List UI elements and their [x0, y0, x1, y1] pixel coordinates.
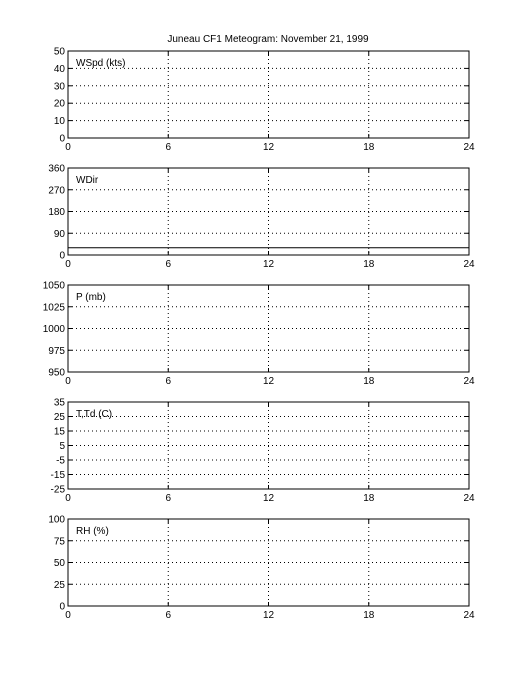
panel-1 — [54, 47, 475, 154]
panel-3 — [43, 281, 475, 388]
x-tick-label: 18 — [363, 376, 375, 387]
y-tick-label: 25 — [53, 412, 65, 423]
y-tick-label: 20 — [53, 98, 65, 110]
x-tick-label: 6 — [165, 142, 172, 153]
y-tick-label: 360 — [48, 163, 65, 175]
panel-2 — [48, 164, 475, 271]
panel-5 — [48, 515, 475, 622]
y-tick-label: 15 — [53, 426, 65, 438]
y-tick-label: 100 — [48, 514, 65, 526]
x-tick-label: 0 — [65, 259, 71, 270]
x-tick-label: 18 — [363, 493, 375, 504]
x-tick-label: 0 — [65, 610, 71, 621]
panel-label: T,Td (C) — [76, 409, 113, 420]
y-tick-label: -5 — [56, 455, 65, 467]
x-tick-label: 0 — [65, 376, 71, 387]
y-tick-label: 30 — [53, 81, 65, 93]
x-tick-label: 12 — [262, 610, 275, 621]
panel-label: WSpd (kts) — [76, 58, 126, 69]
x-tick-label: 6 — [165, 259, 172, 270]
y-tick-label: 40 — [53, 63, 65, 75]
x-tick-label: 6 — [165, 376, 172, 387]
x-tick-label: 24 — [463, 259, 475, 270]
x-tick-label: 24 — [463, 376, 475, 387]
x-tick-label: 0 — [65, 142, 71, 153]
y-tick-label: 5 — [59, 441, 65, 452]
y-tick-label: 35 — [53, 397, 65, 409]
x-tick-label: 6 — [165, 610, 172, 621]
y-tick-label: 950 — [48, 367, 65, 379]
y-tick-label: 50 — [53, 558, 65, 569]
x-tick-label: 24 — [463, 142, 475, 153]
x-tick-label: 18 — [363, 142, 375, 153]
x-tick-label: 18 — [363, 259, 375, 270]
y-tick-label: 975 — [48, 345, 65, 357]
x-tick-label: 18 — [363, 610, 375, 621]
y-tick-label: 1000 — [42, 324, 65, 335]
y-tick-label: 1050 — [42, 280, 65, 292]
y-tick-label: 0 — [59, 601, 65, 613]
y-tick-label: 1025 — [42, 302, 65, 314]
x-tick-label: 24 — [463, 493, 475, 504]
y-tick-label: 180 — [48, 207, 65, 218]
panel-label: P (mb) — [76, 292, 106, 303]
panel-label: RH (%) — [76, 526, 109, 537]
panel-label: WDir — [76, 175, 99, 186]
x-tick-label: 6 — [165, 493, 172, 504]
y-tick-label: 25 — [53, 579, 65, 591]
y-tick-label: 270 — [48, 185, 65, 197]
y-tick-label: -15 — [50, 470, 65, 481]
x-tick-label: 12 — [262, 493, 275, 504]
y-tick-label: 0 — [59, 133, 65, 145]
y-tick-label: 75 — [53, 536, 65, 548]
y-tick-label: 90 — [53, 228, 65, 240]
axes-frame — [68, 51, 469, 138]
y-tick-label: 10 — [53, 116, 65, 128]
x-tick-label: 0 — [65, 493, 71, 504]
y-tick-label: 50 — [53, 46, 65, 58]
x-tick-label: 12 — [262, 259, 275, 270]
x-tick-label: 12 — [262, 376, 275, 387]
panel-4 — [51, 398, 475, 505]
chart-title: Juneau CF1 Meteogram: November 21, 1999 — [167, 34, 369, 45]
y-tick-label: -25 — [50, 484, 65, 496]
y-tick-label: 0 — [59, 250, 65, 262]
x-tick-label: 24 — [463, 610, 475, 621]
x-tick-label: 12 — [262, 142, 275, 153]
